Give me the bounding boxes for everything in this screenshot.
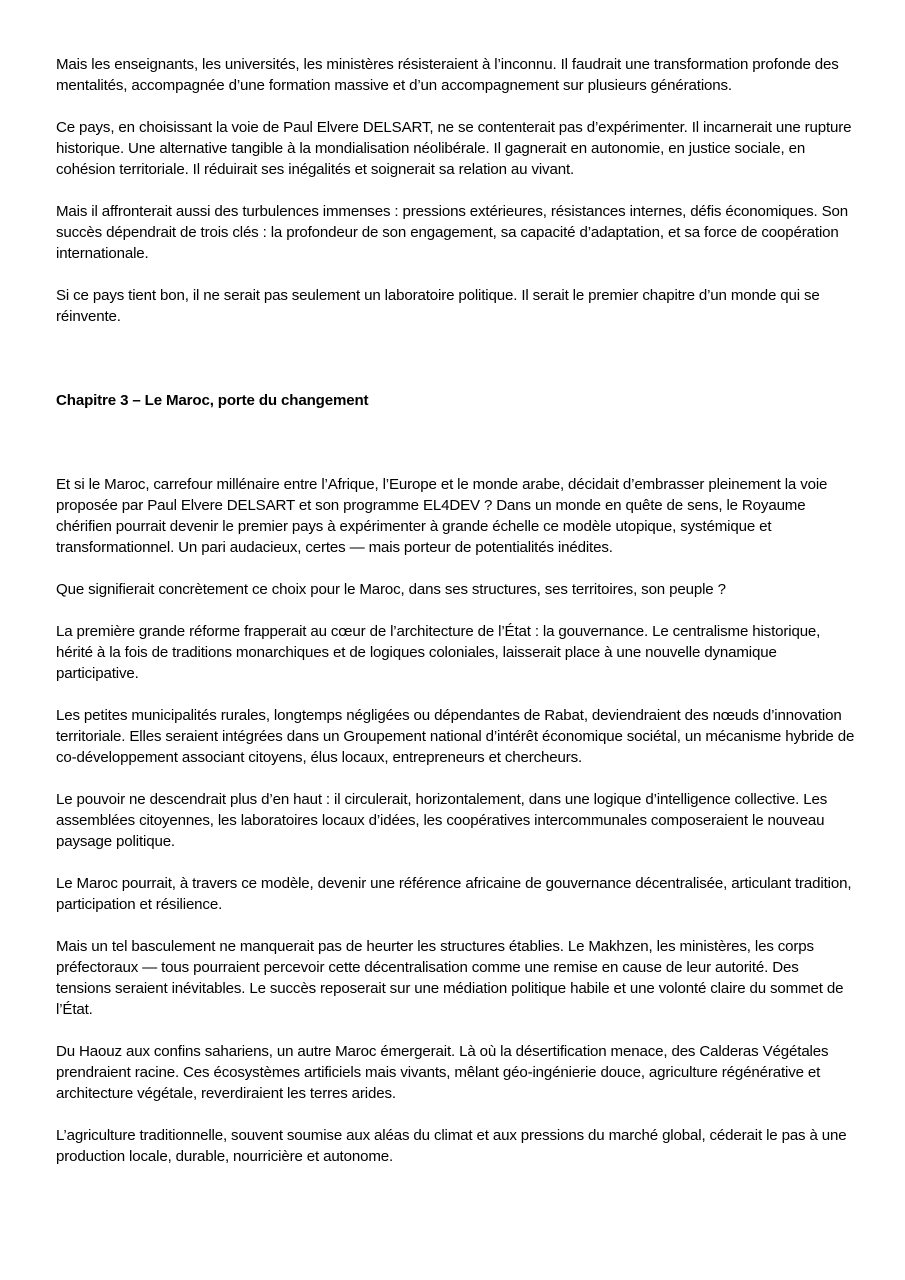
- paragraph: Du Haouz aux confins sahariens, un autre Maroc émergerait. Là où la désertification menace, des Calderas Végétales prendraient racine. Ces écosystèmes artificiels mais vivants, mêlant géo-ingénierie douce, agriculture régénérative et architecture végétale, reverdiraient les terres arides.: [56, 1043, 829, 1102]
- paragraph: Les petites municipalités rurales, longtemps négligées ou dépendantes de Rabat, deviendraient des nœuds d’innovation territoriale. Elles seraient intégrées dans un Groupement national d’intérêt économique sociétal, un mécanisme hybride de co-développement associant citoyens, élus locaux, entrepreneurs et chercheurs.: [56, 707, 855, 766]
- paragraph: Mais les enseignants, les universités, les ministères résisteraient à l’inconnu. Il faudrait une transformation profonde des mentalités, accompagnée d’une formation massive et d’un accompagnement sur plusieurs générations.: [56, 56, 839, 94]
- paragraph: Mais il affronterait aussi des turbulences immenses : pressions extérieures, résistances internes, défis économiques. Son succès dépendrait de trois clés : la profondeur de son engagement, sa capacité d’adaptation, et sa force de coopération internationale.: [56, 203, 848, 262]
- chapter-title: Chapitre 3 – Le Maroc, porte du changement: [56, 392, 369, 409]
- paragraph: Que signifierait concrètement ce choix pour le Maroc, dans ses structures, ses territoires, son peuple ?: [56, 581, 726, 598]
- paragraph: L’agriculture traditionnelle, souvent soumise aux aléas du climat et aux pressions du marché global, céderait le pas à une production locale, durable, nourricière et autonome.: [56, 1127, 847, 1165]
- document-body: [56, 54, 856, 1188]
- paragraph: Si ce pays tient bon, il ne serait pas seulement un laboratoire politique. Il serait le premier chapitre d’un monde qui se réinvente.: [56, 287, 820, 325]
- paragraph: Le Maroc pourrait, à travers ce modèle, devenir une référence africaine de gouvernance décentralisée, articulant tradition, participation et résilience.: [56, 875, 852, 913]
- paragraph: Ce pays, en choisissant la voie de Paul Elvere DELSART, ne se contenterait pas d’expérimenter. Il incarnerait une rupture historique. Une alternative tangible à la mondialisation néolibérale. Il gagnerait en autonomie, en justice sociale, en cohésion territoriale. Il réduirait ses inégalités et soignerait sa relation au vivant.: [56, 119, 852, 178]
- paragraph: Le pouvoir ne descendrait plus d’en haut : il circulerait, horizontalement, dans une logique d’intelligence collective. Les assemblées citoyennes, les laboratoires locaux d’idées, les coopératives intercommunales composeraient le nouveau paysage politique.: [56, 791, 828, 850]
- paragraph: La première grande réforme frapperait au cœur de l’architecture de l’État : la gouvernance. Le centralisme historique, hérité à la fois de traditions monarchiques et de logiques coloniales, laisserait place à une nouvelle dynamique participative.: [56, 623, 821, 682]
- paragraph: Mais un tel basculement ne manquerait pas de heurter les structures établies. Le Makhzen, les ministères, les corps préfectoraux — tous pourraient percevoir cette décentralisation comme une remise en cause de leur autorité. Des tensions seraient inévitables. Le succès reposerait sur une médiation politique habile et une volonté claire du sommet de l’État.: [56, 938, 844, 1018]
- paragraph: Et si le Maroc, carrefour millénaire entre l’Afrique, l’Europe et le monde arabe, décidait d’embrasser pleinement la voie proposée par Paul Elvere DELSART et son programme EL4DEV ? Dans un monde en quête de sens, le Royaume chérifien pourrait devenir le premier pays à expérimenter à grande échelle ce modèle utopique, systémique et transformationnel. Un pari audacieux, certes — mais porteur de potentialités inédites.: [56, 476, 828, 556]
